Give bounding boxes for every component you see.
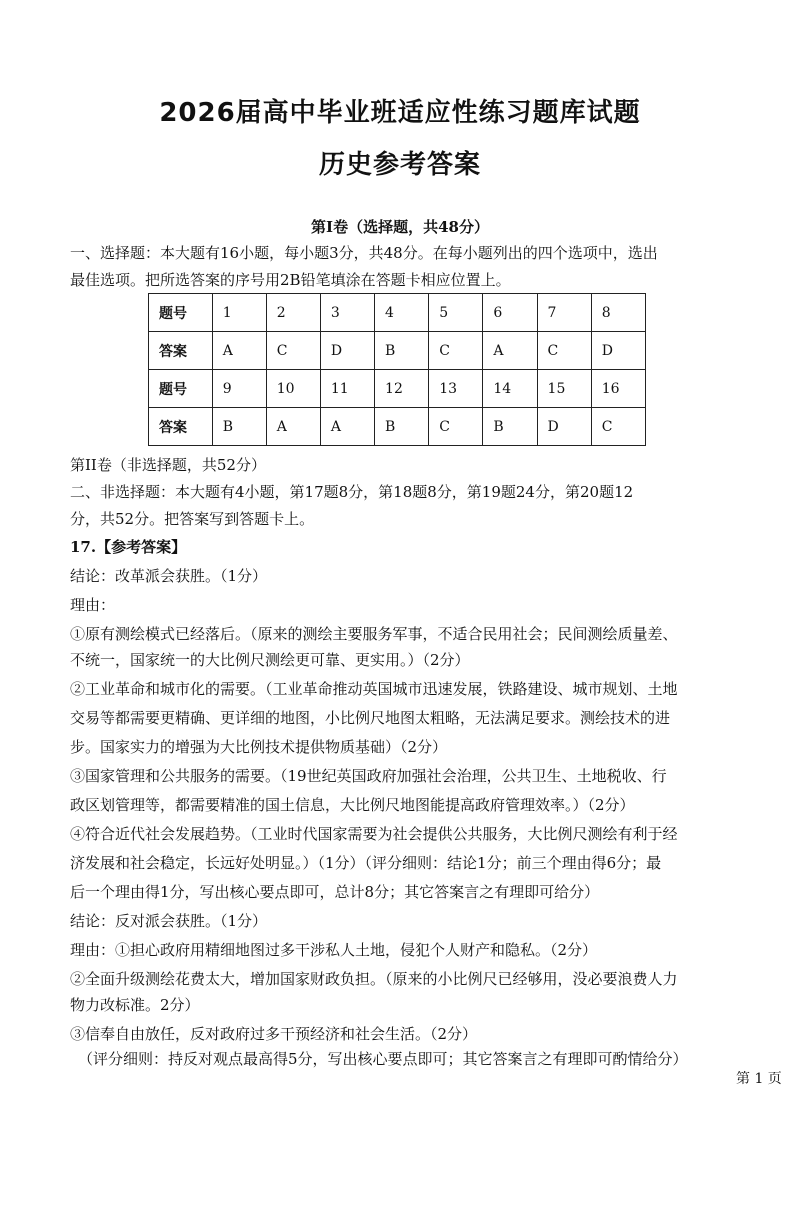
table-cell: C [537, 332, 591, 370]
table-cell: C [591, 408, 645, 446]
answer-line: 后一个理由得1分，写出核心要点即可，总计8分；其它答案言之有理即可给分） [70, 883, 600, 901]
table-cell: 4 [375, 294, 429, 332]
answer-table [148, 293, 646, 446]
table-cell: 2 [266, 294, 320, 332]
table-cell: 1 [212, 294, 266, 332]
table-cell: 9 [212, 370, 266, 408]
table-cell: A [483, 332, 537, 370]
answer-line: ③信奉自由放任，反对政府过多干预经济和社会生活。（2分） [70, 1025, 478, 1043]
section1-header: 第Ⅰ卷（选择题，共48分） [311, 218, 489, 236]
table-row [149, 332, 646, 370]
table-cell: 3 [320, 294, 374, 332]
q17-heading: 17.【参考答案】 [70, 538, 187, 556]
answer-line: ③国家管理和公共服务的需要。（19世纪英国政府加强社会治理，公共卫生、土地税收、行 [70, 767, 667, 785]
table-row [149, 408, 646, 446]
table-cell: C [429, 408, 483, 446]
document-subtitle: 历史参考答案 [318, 150, 481, 180]
answer-line: ②全面升级测绘花费太大，增加国家财政负担。（原来的小比例尺已经够用，没必要浪费人力 [70, 970, 678, 988]
table-cell: 13 [429, 370, 483, 408]
table-cell: A [320, 408, 374, 446]
answer-line: 济发展和社会稳定，长远好处明显。）（1分）（评分细则：结论1分；前三个理由得6分；最 [70, 854, 662, 872]
table-cell: 8 [591, 294, 645, 332]
table-cell: B [212, 408, 266, 446]
table-cell: C [266, 332, 320, 370]
table-row [149, 370, 646, 408]
table-cell: D [537, 408, 591, 446]
table-label-number: 题号 [149, 370, 213, 408]
table-cell: 7 [537, 294, 591, 332]
answer-line: 政区划管理等，都需要精准的国土信息，大比例尺地图能提高政府管理效率。）（2分） [70, 796, 635, 814]
table-label-answer: 答案 [149, 408, 213, 446]
answer-line: 交易等都需要更精确、更详细的地图，小比例尺地图太粗略，无法满足要求。测绘技术的进 [70, 709, 671, 727]
table-label-answer: 答案 [149, 332, 213, 370]
answer-line: ④符合近代社会发展趋势。（工业时代国家需要为社会提供公共服务，大比例尺测绘有利于经 [70, 825, 678, 843]
answer-line: （评分细则：持反对观点最高得5分，写出核心要点即可；其它答案言之有理即可酌情给分） [78, 1050, 688, 1068]
page-number: 第 1 页 [736, 1071, 782, 1087]
table-cell: 12 [375, 370, 429, 408]
answer-line: 结论：反对派会获胜。（1分） [70, 912, 268, 930]
section1-instruction-2: 最佳选项。把所选答案的序号用2B铅笔填涂在答题卡相应位置上。 [70, 271, 511, 289]
table-cell: B [375, 332, 429, 370]
table-label-number: 题号 [149, 294, 213, 332]
table-cell: 6 [483, 294, 537, 332]
table-cell: D [591, 332, 645, 370]
section2-instruction-2: 分，共52分。把答案写到答题卡上。 [70, 510, 315, 528]
answer-line: 理由：①担心政府用精细地图过多干涉私人土地，侵犯个人财产和隐私。（2分） [70, 941, 598, 959]
table-row [149, 294, 646, 332]
document-title: 2026届高中毕业班适应性练习题库试题 [159, 98, 641, 128]
table-cell: 11 [320, 370, 374, 408]
section2-header: 第II卷（非选择题，共52分） [70, 456, 266, 474]
table-cell: 16 [591, 370, 645, 408]
answer-line: 不统一，国家统一的大比例尺测绘更可靠、更实用。）（2分） [70, 651, 470, 669]
answer-line: ②工业革命和城市化的需要。（工业革命推动英国城市迅速发展，铁路建设、城市规划、土地 [70, 680, 678, 698]
table-cell: 5 [429, 294, 483, 332]
answer-line: 结论：改革派会获胜。（1分） [70, 567, 268, 585]
table-cell: 15 [537, 370, 591, 408]
section1-instruction-1: 一、选择题：本大题有16小题，每小题3分，共48分。在每小题列出的四个选项中，选出 [70, 244, 658, 262]
section2-instruction-1: 二、非选择题：本大题有4小题，第17题8分，第18题8分，第19题24分，第20题12 [70, 483, 634, 501]
answer-line: 物力改标准。2分） [70, 996, 200, 1014]
answer-line: 理由： [70, 596, 116, 614]
table-cell: B [375, 408, 429, 446]
table-cell: 14 [483, 370, 537, 408]
table-cell: B [483, 408, 537, 446]
table-cell: D [320, 332, 374, 370]
answer-line: 步。国家实力的增强为大比例技术提供物质基础）（2分） [70, 738, 448, 756]
table-cell: 10 [266, 370, 320, 408]
table-cell: A [212, 332, 266, 370]
table-cell: A [266, 408, 320, 446]
table-cell: C [429, 332, 483, 370]
answer-line: ①原有测绘模式已经落后。（原来的测绘主要服务军事，不适合民用社会；民间测绘质量差、 [70, 625, 678, 643]
